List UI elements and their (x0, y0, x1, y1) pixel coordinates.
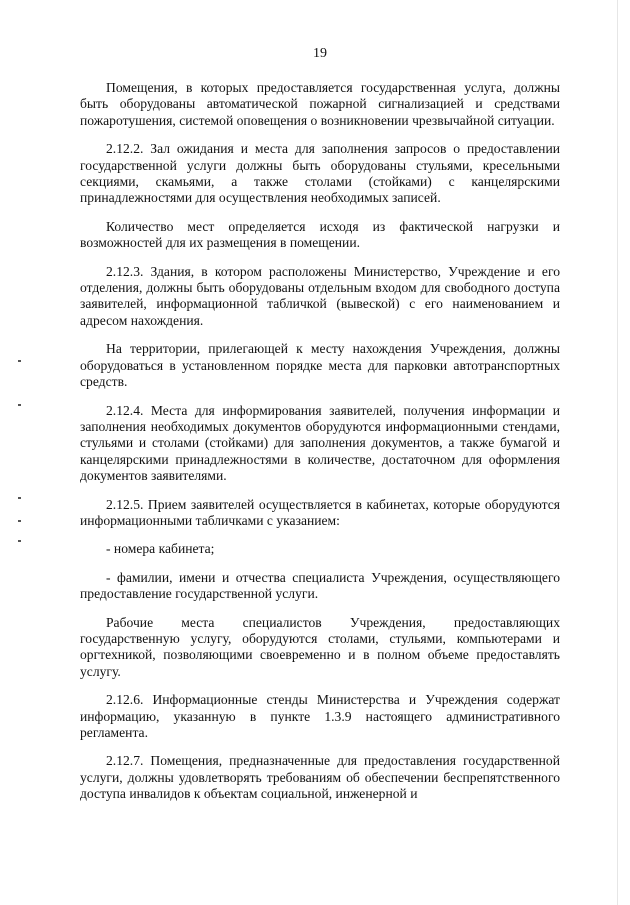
scan-speck (18, 497, 21, 499)
paragraph-fire-safety: Помещения, в которых предоставляется государственная услуга, должны быть оборудованы автоматической пожарной сигнализацией и средствами пожаротушения, системой оповещения о возникновении чрезвычайной ситуации. (80, 80, 560, 128)
paragraph-seat-count: Количество мест определяется исходя из фактической нагрузки и возможностей для их размещения в помещении. (80, 218, 560, 251)
scan-edge-line (617, 0, 618, 905)
scan-speck (18, 360, 21, 362)
paragraph-parking: На территории, прилегающей к месту нахождения Учреждения, должны оборудоваться в установленном порядке места для парковки автотранспортных средств. (80, 341, 560, 390)
scan-speck (18, 404, 21, 406)
list-item-specialist-name: - фамилии, имени и отчества специалиста Учреждения, осуществляющего предоставление государственной услуги. (80, 569, 560, 602)
paragraph-2-12-4: 2.12.4. Места для информирования заявителей, получения информации и заполнения необходимых документов оборудуются информационными стендами, стульями и столами (стойками) для заполнения документов, а также бумагой и канцелярскими принадлежностями в количестве, достаточном для оформления документов заявителями. (80, 402, 560, 484)
paragraph-2-12-3: 2.12.3. Здания, в котором расположены Министерство, Учреждение и его отделения, должны быть оборудованы отдельным входом для свободного доступа заявителей, информационной табличкой (вывеской) с его наименованием и адресом нахождения. (80, 263, 560, 328)
page-number: 19 (313, 46, 327, 61)
paragraph-2-12-7: 2.12.7. Помещения, предназначенные для предоставления государственной услуги, должны удовлетворять требованиям об обеспечении беспрепятственного доступа инвалидов к объектам социальной, инженерной и (80, 753, 560, 802)
scan-speck (18, 520, 21, 522)
paragraph-workplaces: Рабочие места специалистов Учреждения, предоставляющих государственную услугу, оборудуются столами, стульями, компьютерами и оргтехникой, позволяющими своевременно и в полном объеме предоставлять услугу. (80, 614, 560, 679)
paragraph-2-12-2: 2.12.2. Зал ожидания и места для заполнения запросов о предоставлении государственной услуги должны быть оборудованы стульями, кресельными секциями, скамьями, а также столами (стойками) с канцелярскими принадлежностями для осуществления необходимых записей. (80, 141, 560, 206)
scan-speck (18, 540, 21, 542)
paragraph-2-12-5: 2.12.5. Прием заявителей осуществляется в кабинетах, которые оборудуются информационными табличками с указанием: (80, 496, 560, 528)
paragraph-2-12-6: 2.12.6. Информационные стенды Министерства и Учреждения содержат информацию, указанную в пункте 1.3.9 настоящего административного регламента. (80, 692, 560, 740)
list-item-office-number: - номера кабинета; (106, 541, 215, 557)
